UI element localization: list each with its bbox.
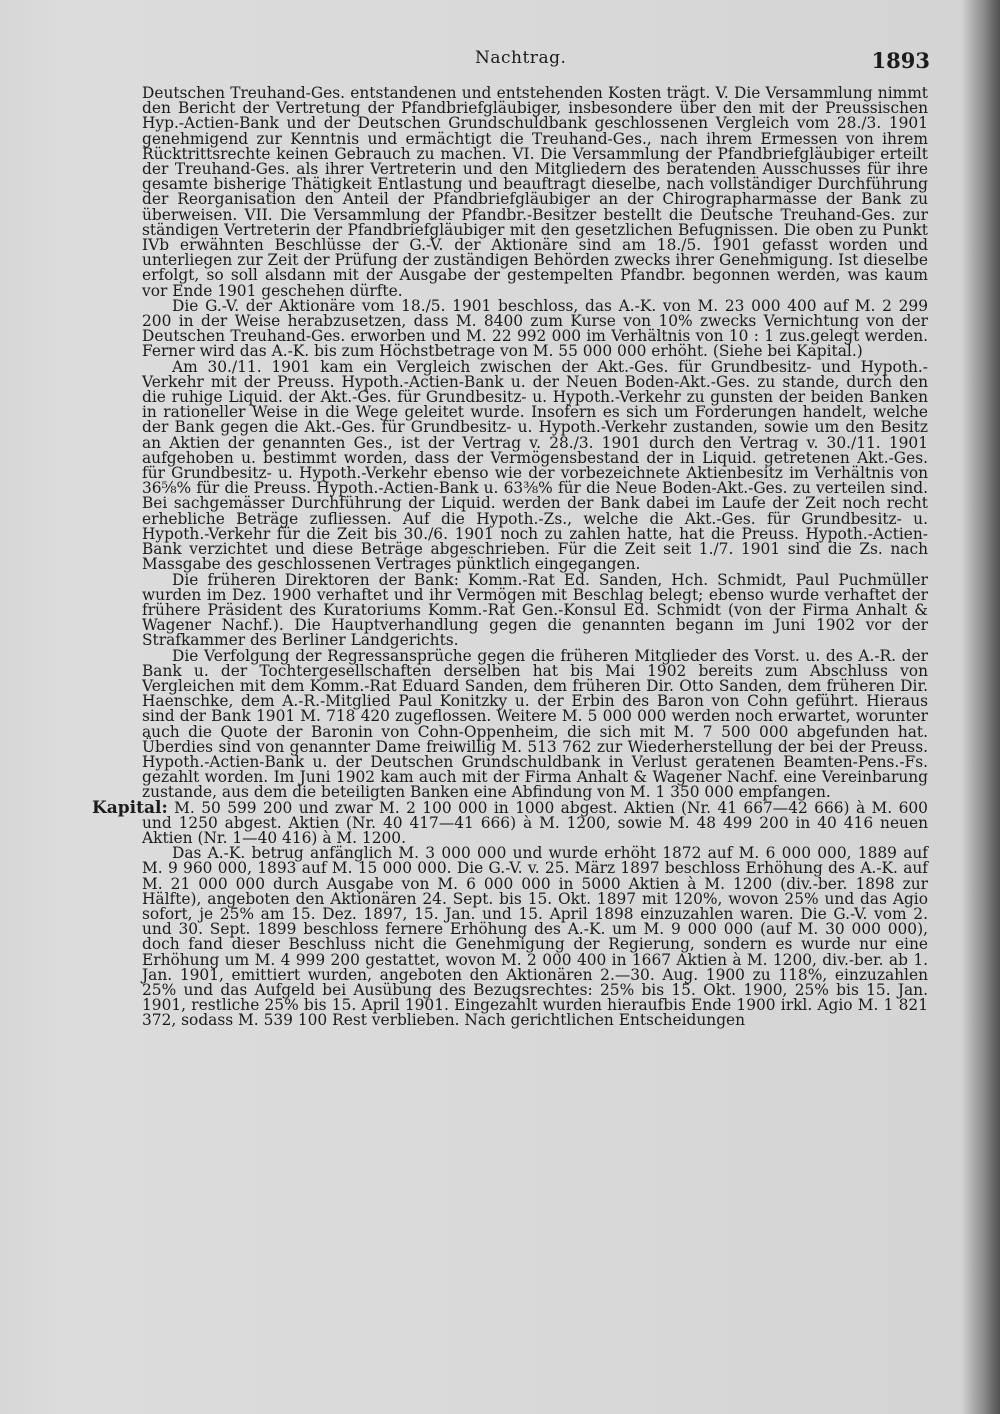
page-number: 1893 [871,48,930,73]
paragraph-recourse-claims: Die Verfolgung der Regressansprüche gegen die früheren Mitglieder des Vorst. u. des A.-R. der Bank u. der Tochtergesellschaften derselben hat bis Mai 1902 bereits zum Abschluss von Vergleichen mit dem Komm.-Rat Eduard Sanden, dem früheren Dir. Otto Sanden, dem früheren Dir. Haenschke, dem A.-R.-Mitglied Paul Konitzky u. der Erbin des Baron von Cohn geführt. Hieraus sind der Bank 1901 M. 718 420 zugeflossen. Weitere M. 5 000 000 werden noch erwartet, worunter auch die Quote der Baronin von Cohn-Oppenheim, die sich mit M. 7 500 000 abgefunden hat. Überdies sind von genannter Dame freiwillig M. 513 762 zur Wiederherstellung der bei der Preuss. Hypoth.-Actien-Bank u. der Deutschen Grundschuldbank in Verlust geratenen Beamten-Pens.-Fs. gezahlt worden. Im Juni 1902 kam auch mit der Firma Anhalt & Wagener Nachf. eine Vereinbarung zustande, aus dem die beteiligten Banken eine Abfindung von M. 1 350 000 empfangen. [142,646,928,802]
paragraph-resolutions: Deutschen Treuhand-Ges. entstandenen und entstehenden Kosten trägt. V. Die Versammlung nimmt den Bericht der Vertretung der Pfandbriefgläubiger, insbesondere über den mit der Preussischen Hyp.-Actien-Bank und der Deutschen Grundschuldbank geschlossenen Vergleich vom 28./3. 1901 genehmigend zur Kenntnis und ermächtigt die Treuhand-Ges., nach ihrem Ermessen von ihrem Rücktrittsrechte keinen Gebrauch zu machen. VI. Die Versammlung der Pfandbriefgläubiger erteilt der Treuhand-Ges. als ihrer Vertreterin und den Mitgliedern des beratenden Ausschusses für ihre gesamte bisherige Thätigkeit Entlastung und beauftragt dieselbe, nach vollständiger Durchführung der Reorganisation den Anteil der Pfandbriefgläubiger an der Chirographarmasse der Bank zu überweisen. VII. Die Versammlung der Pfandbr.-Besitzer bestellt die Deutsche Treuhand-Ges. zur ständigen Vertreterin der Pfandbriefgläubiger mit den gesetzlichen Befugnissen. Die oben zu Punkt IVb erwähnten Beschlüsse der G.-V. der Aktionäre sind am 18./5. 1901 gefasst worden und unterliegen zur Zeit der Prüfung der zuständigen Behörden zwecks ihrer Genehmigung. Ist dieselbe erfolgt, so soll alsdann mit der Ausgabe der gestempelten Pfandbr. begonnen werden, was kaum vor Ende 1901 geschehen dürfte. [142,84,928,300]
paragraph-kapital [92,797,928,847]
page-edge-shadow [962,0,1000,1414]
running-head: Nachtrag. [475,48,567,68]
paragraph-capital-reduction: Die G.-V. der Aktionäre vom 18./5. 1901 beschloss, das A.-K. von M. 23 000 400 auf M. 2 299 200 in der Weise herabzusetzen, dass M. 8400 zum Kurse von 10% zwecks Vernichtung von der Deutschen Treuhand-Ges. erworben und M. 22 992 000 im Verhältnis von 10 : 1 zus.gelegt werden. Ferner wird das A.-K. bis zum Höchstbetrage von M. 55 000 000 erhöht. (Siehe bei Kapital.) [142,296,928,361]
paragraph-settlement: Am 30./11. 1901 kam ein Vergleich zwischen der Akt.-Ges. für Grundbesitz- und Hypoth.-Verkehr mit der Preuss. Hypoth.-Actien-Bank u. der Neuen Boden-Akt.-Ges. zu stande, durch den die ruhige Liquid. der Akt.-Ges. für Grundbesitz- u. Hypoth.-Verkehr zu gunsten der beiden Banken in rationeller Weise in die Wege geleitet wurde. Insofern es sich um Forderungen handelt, welche der Bank gegen die Akt.-Ges. für Grundbesitz- u. Hypoth.-Verkehr zustanden, sowie um den Besitz an Aktien der genannten Ges., ist der Vertrag v. 28./3. 1901 durch den Vertrag v. 30./11. 1901 aufgehoben u. bestimmt worden, dass der Vermögensbestand der in Liquid. getretenen Akt.-Ges. für Grundbesitz- u. Hypoth.-Verkehr ebenso wie der vorbezeichnete Aktienbesitz im Verhältnis von 36⅝% für die Preuss. Hypoth.-Actien-Bank u. 63⅜% für die Neue Boden-Akt.-Ges. zu verteilen sind. Bei sachgemässer Durchführung der Liquid. werden der Bank dabei im Laufe der Zeit noch recht erhebliche Beträge zufliessen. Auf die Hypoth.-Zs., welche die Akt.-Ges. für Grundbesitz- u. Hypoth.-Verkehr für die Zeit bis 30./6. 1901 noch zu zahlen hatte, hat die Preuss. Hypoth.-Actien-Bank verzichtet und diese Beträge abgeschrieben. Für die Zeit seit 1./7. 1901 sind die Zs. nach Massgabe des geschlossenen Vertrages pünktlich eingegangen. [142,357,928,574]
page-body [92,84,928,1030]
page-header [130,44,930,74]
kapital-text: M. 50 599 200 und zwar M. 2 100 000 in 1000 abgest. Aktien (Nr. 41 667—42 666) à M. 600 und 1250 abgest. Aktien (Nr. 40 417—41 666) à M. 1200, sowie M. 48 499 200 in 40 416 neuen Aktien (Nr. 1—40 416) à M. 1200. [142,798,928,847]
kapital-label: Kapital: [92,797,168,818]
paragraph-directors: Die früheren Direktoren der Bank: Komm.-Rat Ed. Sanden, Hch. Schmidt, Paul Puchmüller wurden im Dez. 1900 verhaftet und ihr Vermögen mit Beschlag belegt; ebenso wurde verhaftet der frühere Präsident des Kuratoriums Komm.-Rat Gen.-Konsul Ed. Schmidt (von der Firma Anhalt & Wagener Nachf.). Die Hauptverhandlung gegen die genannten begann im Juni 1902 vor der Strafkammer des Berliner Landgerichts. [142,570,928,650]
paragraph-capital-history: Das A.-K. betrug anfänglich M. 3 000 000 und wurde erhöht 1872 auf M. 6 000 000, 1889 auf M. 9 960 000, 1893 auf M. 15 000 000. Die G.-V. v. 25. März 1897 beschloss Erhöhung des A.-K. auf M. 21 000 000 durch Ausgabe von M. 6 000 000 in 5000 Aktien à M. 1200 (div.-ber. 1898 zur Hälfte), angeboten den Aktionären 24. Sept. bis 15. Okt. 1897 mit 120%, wovon 25% und das Agio sofort, je 25% am 15. Dez. 1897, 15. Jan. und 15. April 1898 einzuzahlen waren. Die G.-V. vom 2. und 30. Sept. 1899 beschloss fernere Erhöhung des A.-K. um M. 9 000 000 (auf M. 30 000 000), doch fand dieser Beschluss nicht die Genehmigung der Regierung, sondern es wurde nur eine Erhöhung um M. 4 999 200 gestattet, wovon M. 2 000 400 in 1667 Aktien à M. 1200, div.-ber. ab 1. Jan. 1901, emittiert wurden, angeboten den Aktionären 2.—30. Aug. 1900 zu 118%, einzuzahlen 25% und das Aufgeld bei Ausübung des Bezugsrechtes: 25% bis 15. Okt. 1900, 25% bis 15. Jan. 1901, restliche 25% bis 15. April 1901. Eingezahlt wurden hieraufbis Ende 1900 irkl. Agio M. 1 821 372, sodass M. 539 100 Rest verblieben. Nach gerichtlichen Entscheidungen [142,844,928,1030]
